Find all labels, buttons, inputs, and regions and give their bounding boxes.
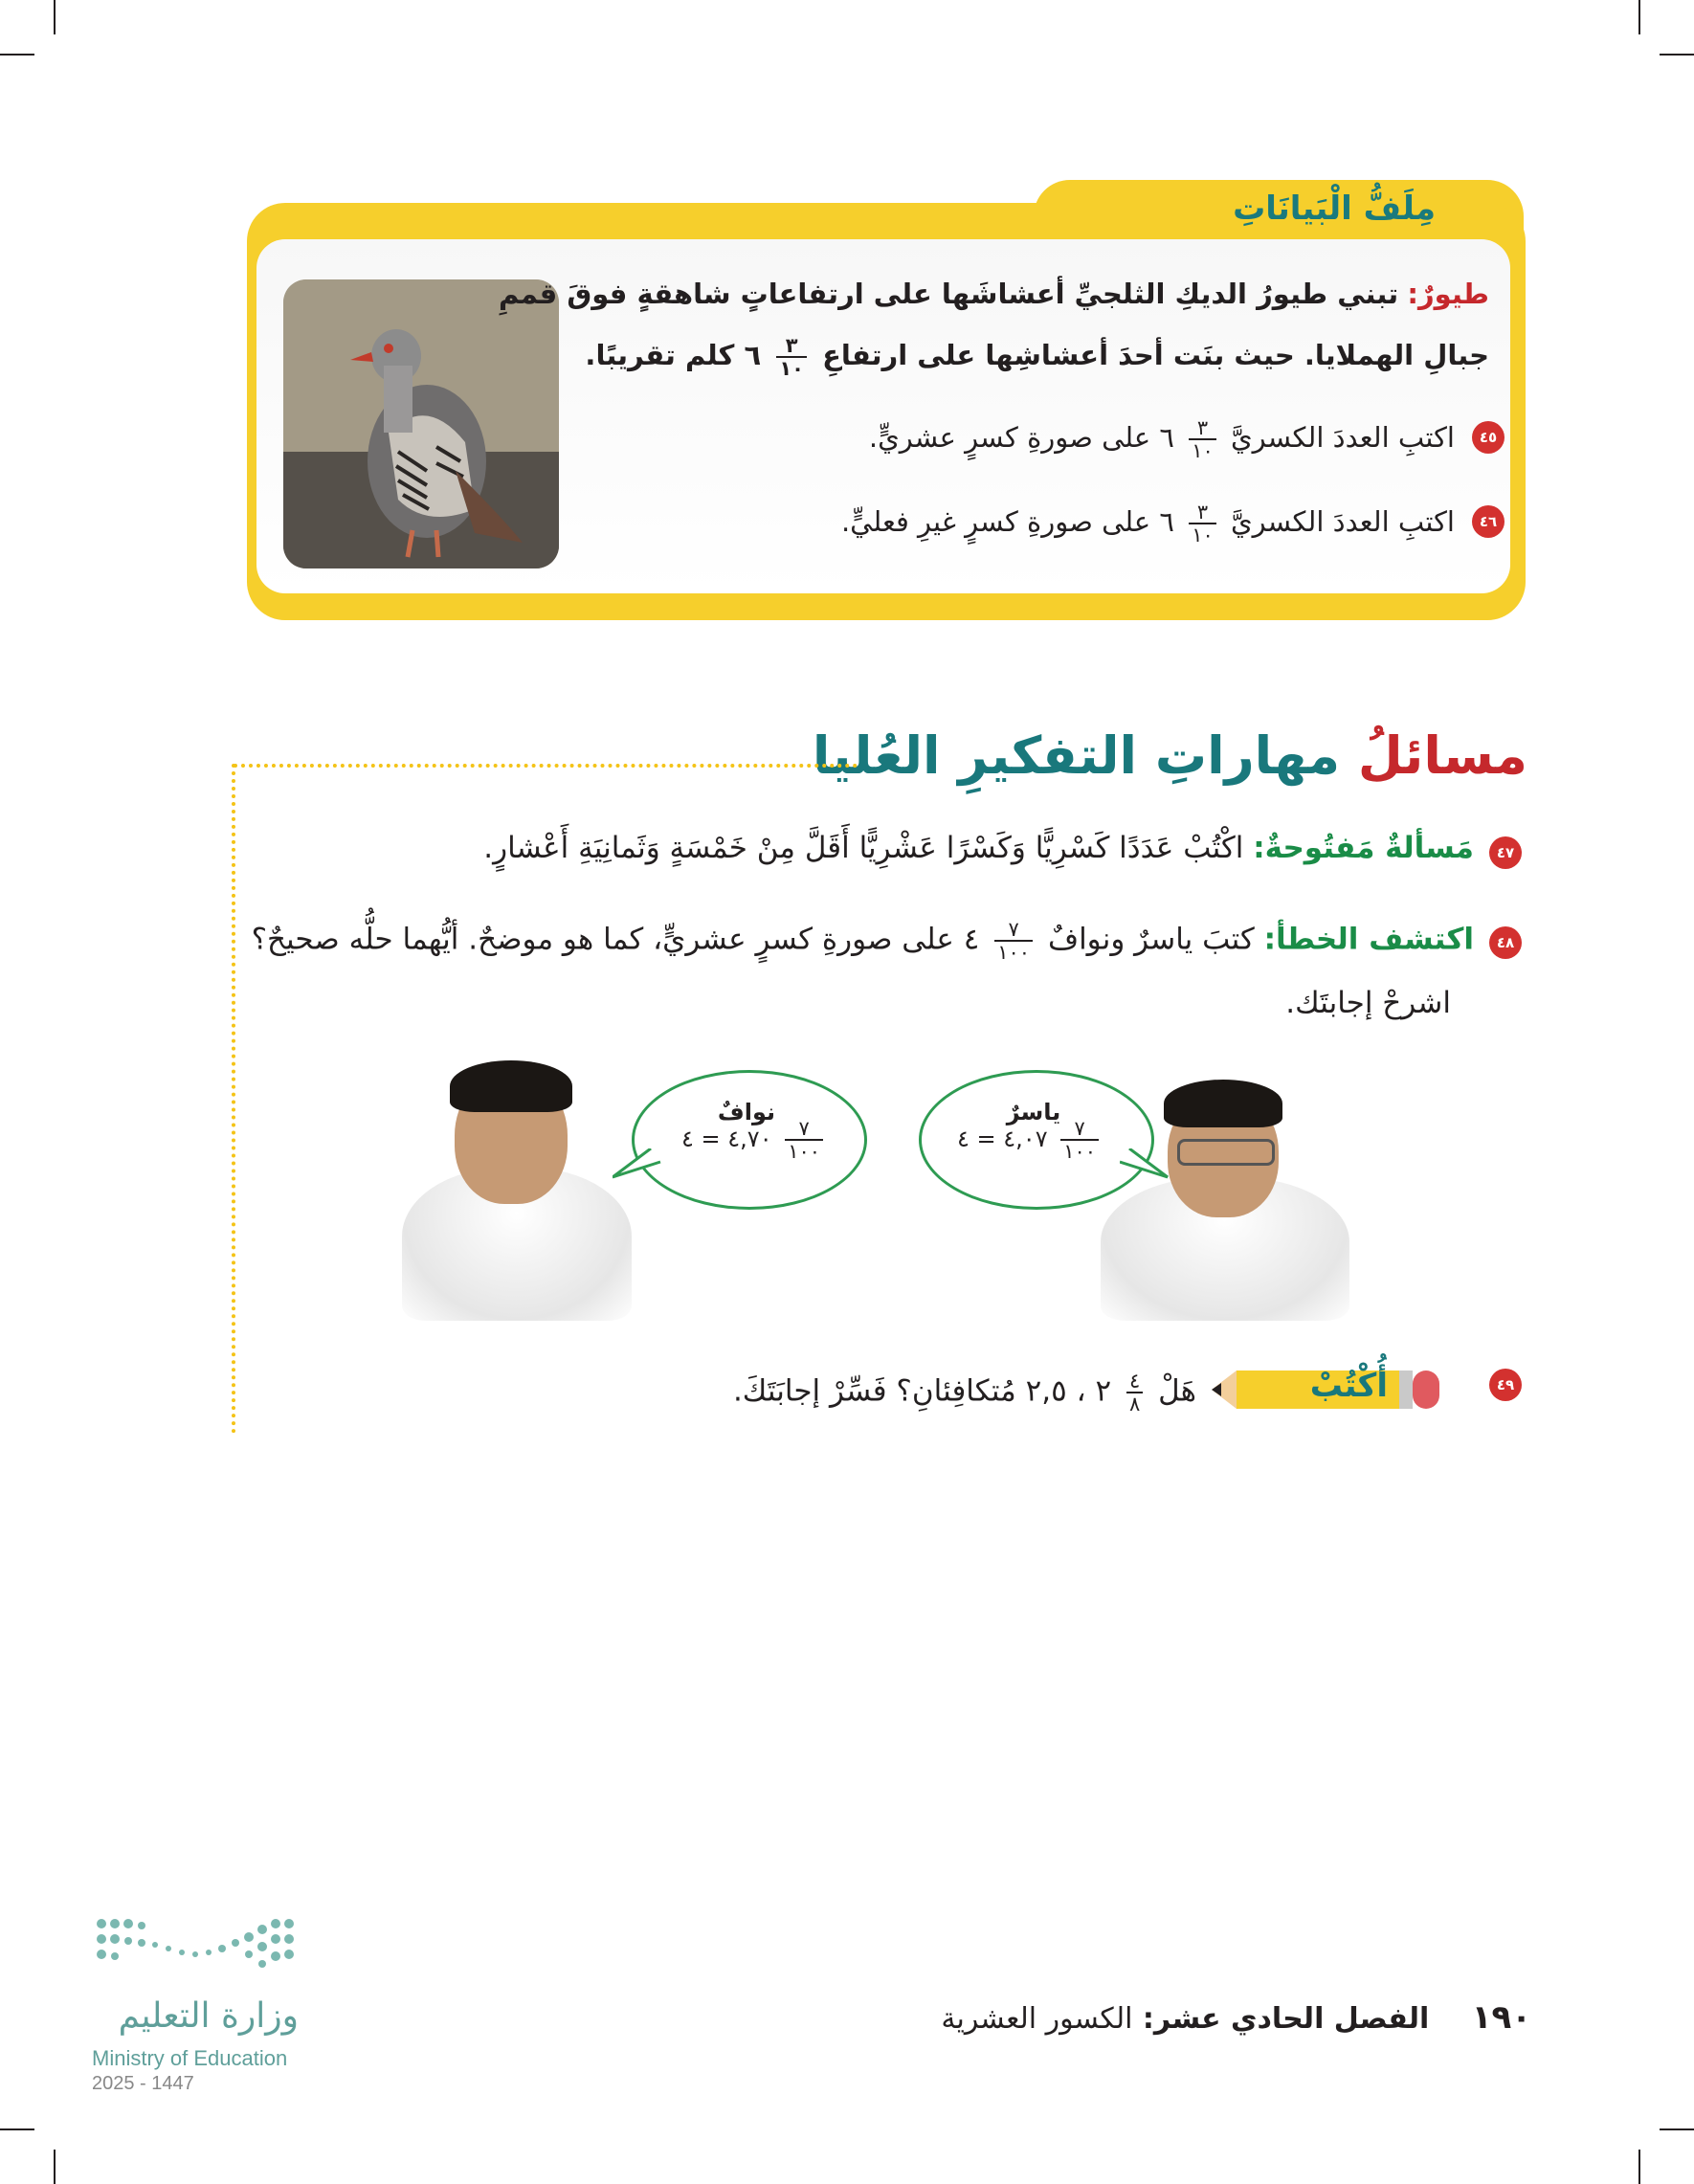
question-number-45: ٤٥ <box>1472 421 1505 454</box>
pencil-label: أُكْتُبْ <box>1309 1367 1388 1405</box>
bubble-equation-yasser: ٤,٠٧ = ٤ $\frac{٧}{١٠٠}$ <box>957 1118 1104 1162</box>
hot-section-title: مسائلُ مهاراتِ التفكيرِ العُليا <box>812 725 1527 786</box>
crop-mark <box>1660 2128 1694 2130</box>
question-46-text: اكتبِ العددَ الكسريَّ $\frac{٣}{١٠}$ ٦ على صورةِ كسرٍ غيرِ فعليٍّ. <box>840 501 1455 546</box>
data-file-line-1 <box>499 278 1489 310</box>
crop-mark <box>1638 0 1640 34</box>
bubble-name-yasser: ياسرٌ <box>1006 1099 1061 1125</box>
page-footer <box>861 1998 1531 2037</box>
bubble-name-nawaf: نوافٌ <box>717 1099 776 1125</box>
data-file-title: مِلَفُّ الْبَيانَاتِ <box>1233 189 1436 228</box>
data-file-label: طيورٌ: <box>1407 278 1489 310</box>
chapter-label: الفصل الحادي عشر: <box>1142 2002 1430 2036</box>
question-45-text: اكتبِ العددَ الكسريَّ $\frac{٣}{١٠}$ ٦ على صورةِ كسرٍ عشريٍّ. <box>868 416 1455 462</box>
question-number-47: ٤٧ <box>1489 836 1522 869</box>
question-number-46: ٤٦ <box>1472 505 1505 538</box>
crop-mark <box>1638 2150 1640 2184</box>
bubble-equation-nawaf: ٤,٧٠ = ٤ $\frac{٧}{١٠٠}$ <box>681 1118 829 1162</box>
boy-nawaf-illustration <box>402 1053 632 1321</box>
bubble-tail-left <box>613 1148 670 1187</box>
ministry-year: 2025 - 1447 <box>92 2073 194 2094</box>
dotted-border-top <box>234 764 858 768</box>
dotted-border-left <box>232 764 235 1434</box>
bubble-tail-right <box>1120 1148 1177 1187</box>
ministry-name-arabic: وزارة التعليم <box>118 1996 299 2036</box>
data-file-text-2a: جبالِ الهملايا. حيث بنَت أحدَ أعشاشِها على ارتفاعِ <box>822 339 1489 371</box>
chapter-title: الكسور العشرية <box>941 2002 1133 2036</box>
crop-mark <box>0 54 34 56</box>
ministry-logo-icon <box>92 1914 302 1981</box>
question-number-48: ٤٨ <box>1489 926 1522 959</box>
crop-mark <box>54 0 56 34</box>
data-file-fraction: $\frac{٣}{١٠}$ <box>776 335 807 379</box>
data-file-line-2 <box>585 334 1489 380</box>
crop-mark <box>54 2150 56 2184</box>
question-47: مَسألةٌ مَفتُوحةٌ: اكْتُبْ عَدَدًا كَسْرِيًّا وَكَسْرًا عَشْرِيًّا أَقَلَّ مِنْ خَمْسَةٍ وَثَمانِيَةِ أَعْشارٍ. <box>483 831 1474 865</box>
partridge-photo <box>283 279 559 568</box>
glasses-icon <box>1177 1139 1275 1166</box>
ministry-name-english: Ministry of Education <box>92 2046 288 2070</box>
crop-mark <box>1660 54 1694 56</box>
crop-mark <box>0 2128 34 2130</box>
question-48-line-2: اشرحْ إجابتَك. <box>1285 986 1451 1020</box>
data-file-text-1: تبني طيورُ الديكِ الثلجيِّ أعشاشَها على ارتفاعاتٍ شاهقةٍ فوقَ قممِ <box>499 278 1399 310</box>
question-49-text: هَلْ $\frac{٤}{٨}$ ٢ ، ٢,٥ مُتكافِئانِ؟ فَسِّرْ إجابَتَكَ. <box>732 1370 1196 1415</box>
boy-yasser-illustration <box>1101 1062 1349 1321</box>
question-number-49: ٤٩ <box>1489 1369 1522 1401</box>
data-file-text-2b: ٦ كلم تقريبًا. <box>585 339 762 371</box>
page-number: ١٩٠ <box>1471 1998 1531 2037</box>
question-48-line-1: اكتشف الخطأ: كتبَ ياسرٌ ونوافٌ $\frac{٧}{١٠٠}$ ٤ على صورةِ كسرٍ عشريٍّ، كما هو موضحٌ. أيُّهما حلُّه صحيحٌ؟ <box>251 918 1474 964</box>
